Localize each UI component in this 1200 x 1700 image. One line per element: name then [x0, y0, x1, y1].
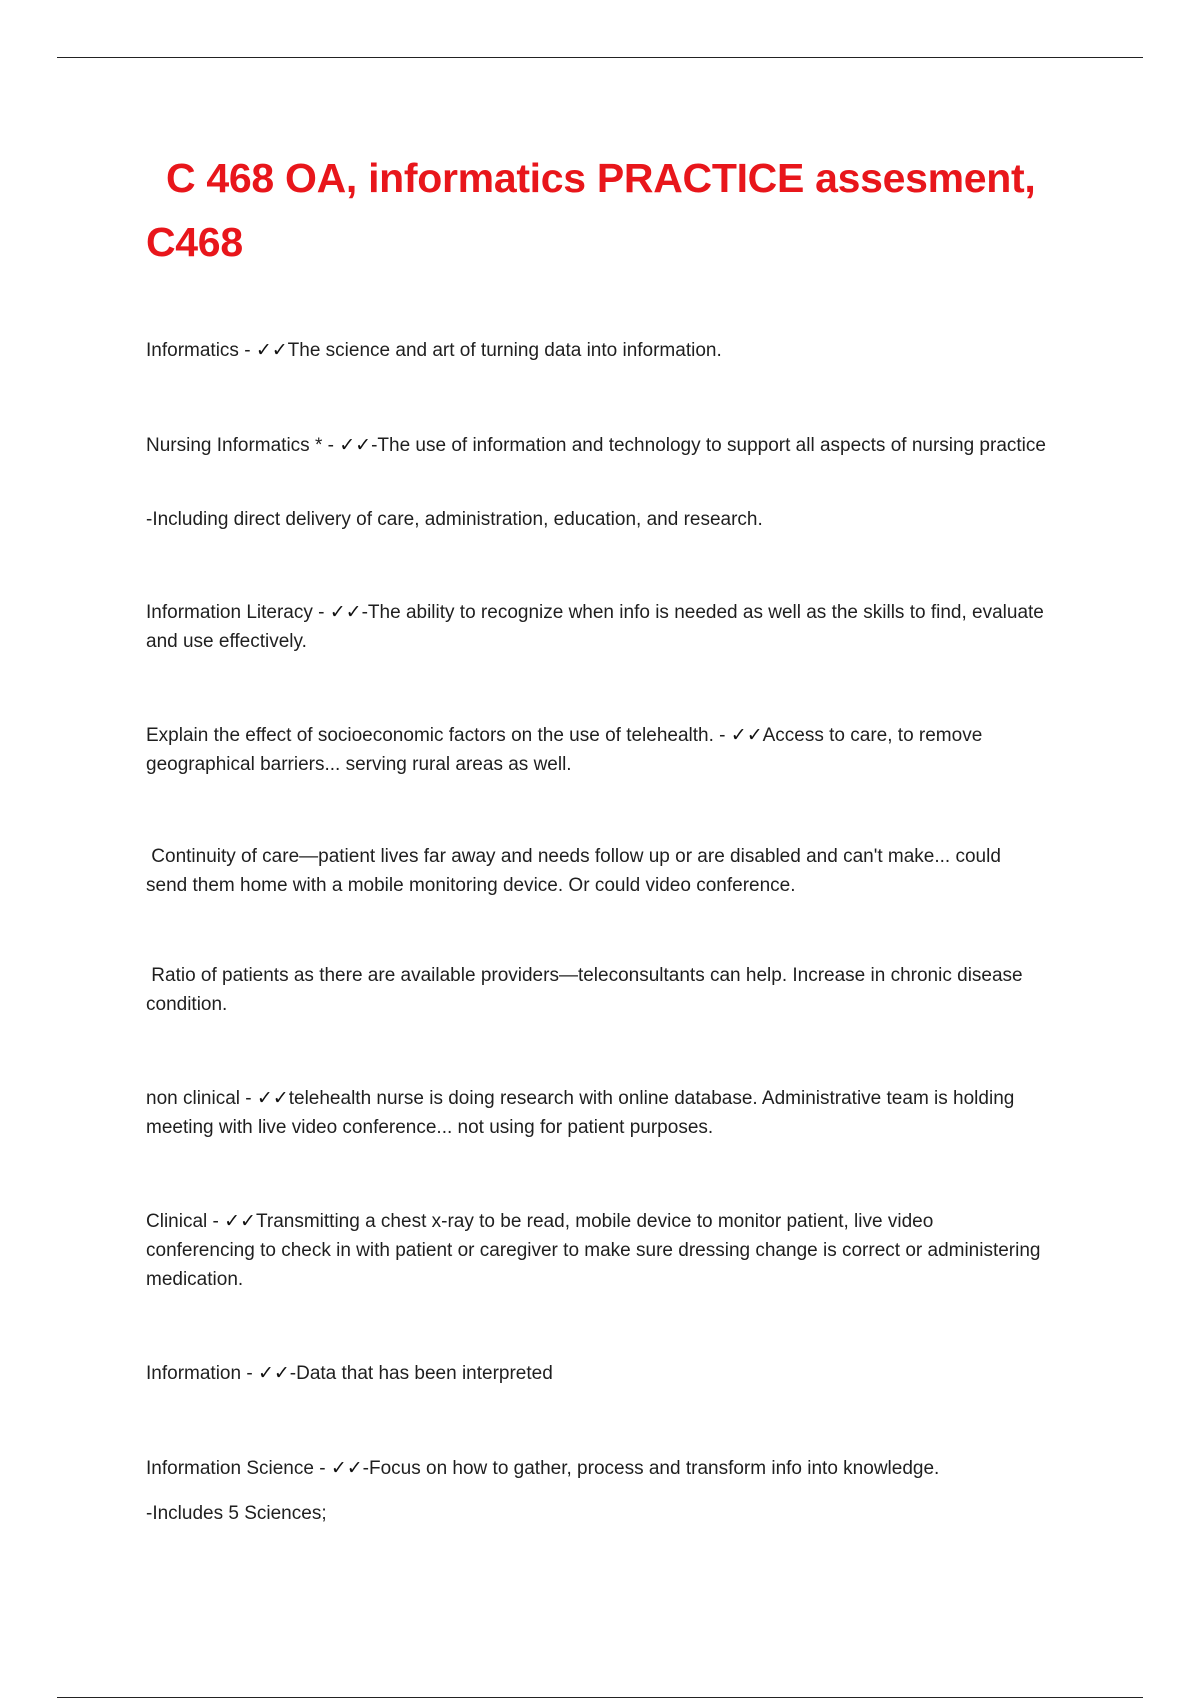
entry-definition: -Data that has been interpreted [289, 1363, 553, 1384]
check-mark-icon: ✓✓ [255, 340, 288, 361]
check-mark-icon: ✓✓ [329, 602, 362, 623]
entry-term: Informatics [146, 340, 239, 361]
entry-nursing-informatics-continuation: -Including direct delivery of care, administration, education, and research. [146, 509, 763, 530]
entry-term: non clinical [146, 1088, 240, 1109]
check-mark-icon: ✓✓ [730, 725, 763, 746]
entry-term: Nursing Informatics * [146, 435, 323, 456]
entry-definition: The science and art of turning data into information. [287, 340, 722, 361]
entry-term: Information [146, 1363, 242, 1384]
entry-term: Clinical [146, 1211, 208, 1232]
entry-clinical: Clinical - ✓✓Transmitting a chest x-ray to be read, mobile device to monitor patient, live video conferencing to check in with patient or caregiver to make sure dressing change is correct or administering medication. [146, 1211, 1041, 1290]
entry-nursing-informatics: Nursing Informatics * - ✓✓-The use of information and technology to support all aspects of nursing practice [146, 435, 1046, 456]
entry-continuity-of-care: Continuity of care—patient lives far away and needs follow up or are disabled and can't make... could send them home with a mobile monitoring device. Or could video conference. [146, 846, 1007, 896]
entry-ratio-of-patients: Ratio of patients as there are available providers—teleconsultants can help. Increase in chronic disease condition. [146, 965, 1028, 1015]
top-rule [57, 57, 1143, 58]
entry-definition: telehealth nurse is doing research with online database. Administrative team is holding meeting with live video conference... not using for patient purposes. [146, 1088, 1015, 1138]
entry-informatics: Informatics - ✓✓The science and art of turning data into information. [146, 340, 722, 361]
check-mark-icon: ✓✓ [330, 1458, 363, 1479]
entry-non-clinical: non clinical - ✓✓telehealth nurse is doing research with online database. Administrative team is holding meeting with live video conference... not using for patient purposes. [146, 1088, 1015, 1138]
entry-definition: -The use of information and technology to support all aspects of nursing practice [371, 435, 1046, 456]
entry-socioeconomic-factors: Explain the effect of socioeconomic factors on the use of telehealth. - ✓✓Access to care, to remove geographical barriers... serving rural areas as well. [146, 725, 983, 775]
entry-definition: Transmitting a chest x-ray to be read, mobile device to monitor patient, live video conferencing to check in with patient or caregiver to make sure dressing change is correct or administering medication. [146, 1211, 1041, 1290]
entry-term: Information Science [146, 1458, 314, 1479]
entry-information: Information - ✓✓-Data that has been interpreted [146, 1363, 553, 1384]
entry-information-literacy: Information Literacy - ✓✓-The ability to recognize when info is needed as well as the skills to find, evaluate and use effectively. [146, 602, 1044, 652]
entry-definition: -Focus on how to gather, process and transform info into knowledge. [362, 1458, 940, 1479]
entry-term: Explain the effect of socioeconomic factors on the use of telehealth. [146, 725, 714, 746]
entry-information-science: Information Science - ✓✓-Focus on how to gather, process and transform info into knowledge. [146, 1458, 940, 1479]
bottom-rule [57, 1697, 1143, 1698]
entry-definition: -The ability to recognize when info is needed as well as the skills to find, evaluate and use effectively. [146, 602, 1044, 652]
entry-term: Information Literacy [146, 602, 313, 623]
check-mark-icon: ✓✓ [339, 435, 372, 456]
document-title: C 468 OA, informatics PRACTICE assesment, C468 [146, 155, 1036, 265]
entry-definition: Access to care, to remove geographical barriers... serving rural areas as well. [146, 725, 983, 775]
check-mark-icon: ✓✓ [257, 1363, 290, 1384]
entry-includes-five-sciences: -Includes 5 Sciences; [146, 1503, 327, 1524]
check-mark-icon: ✓✓ [256, 1088, 289, 1109]
check-mark-icon: ✓✓ [224, 1211, 256, 1232]
